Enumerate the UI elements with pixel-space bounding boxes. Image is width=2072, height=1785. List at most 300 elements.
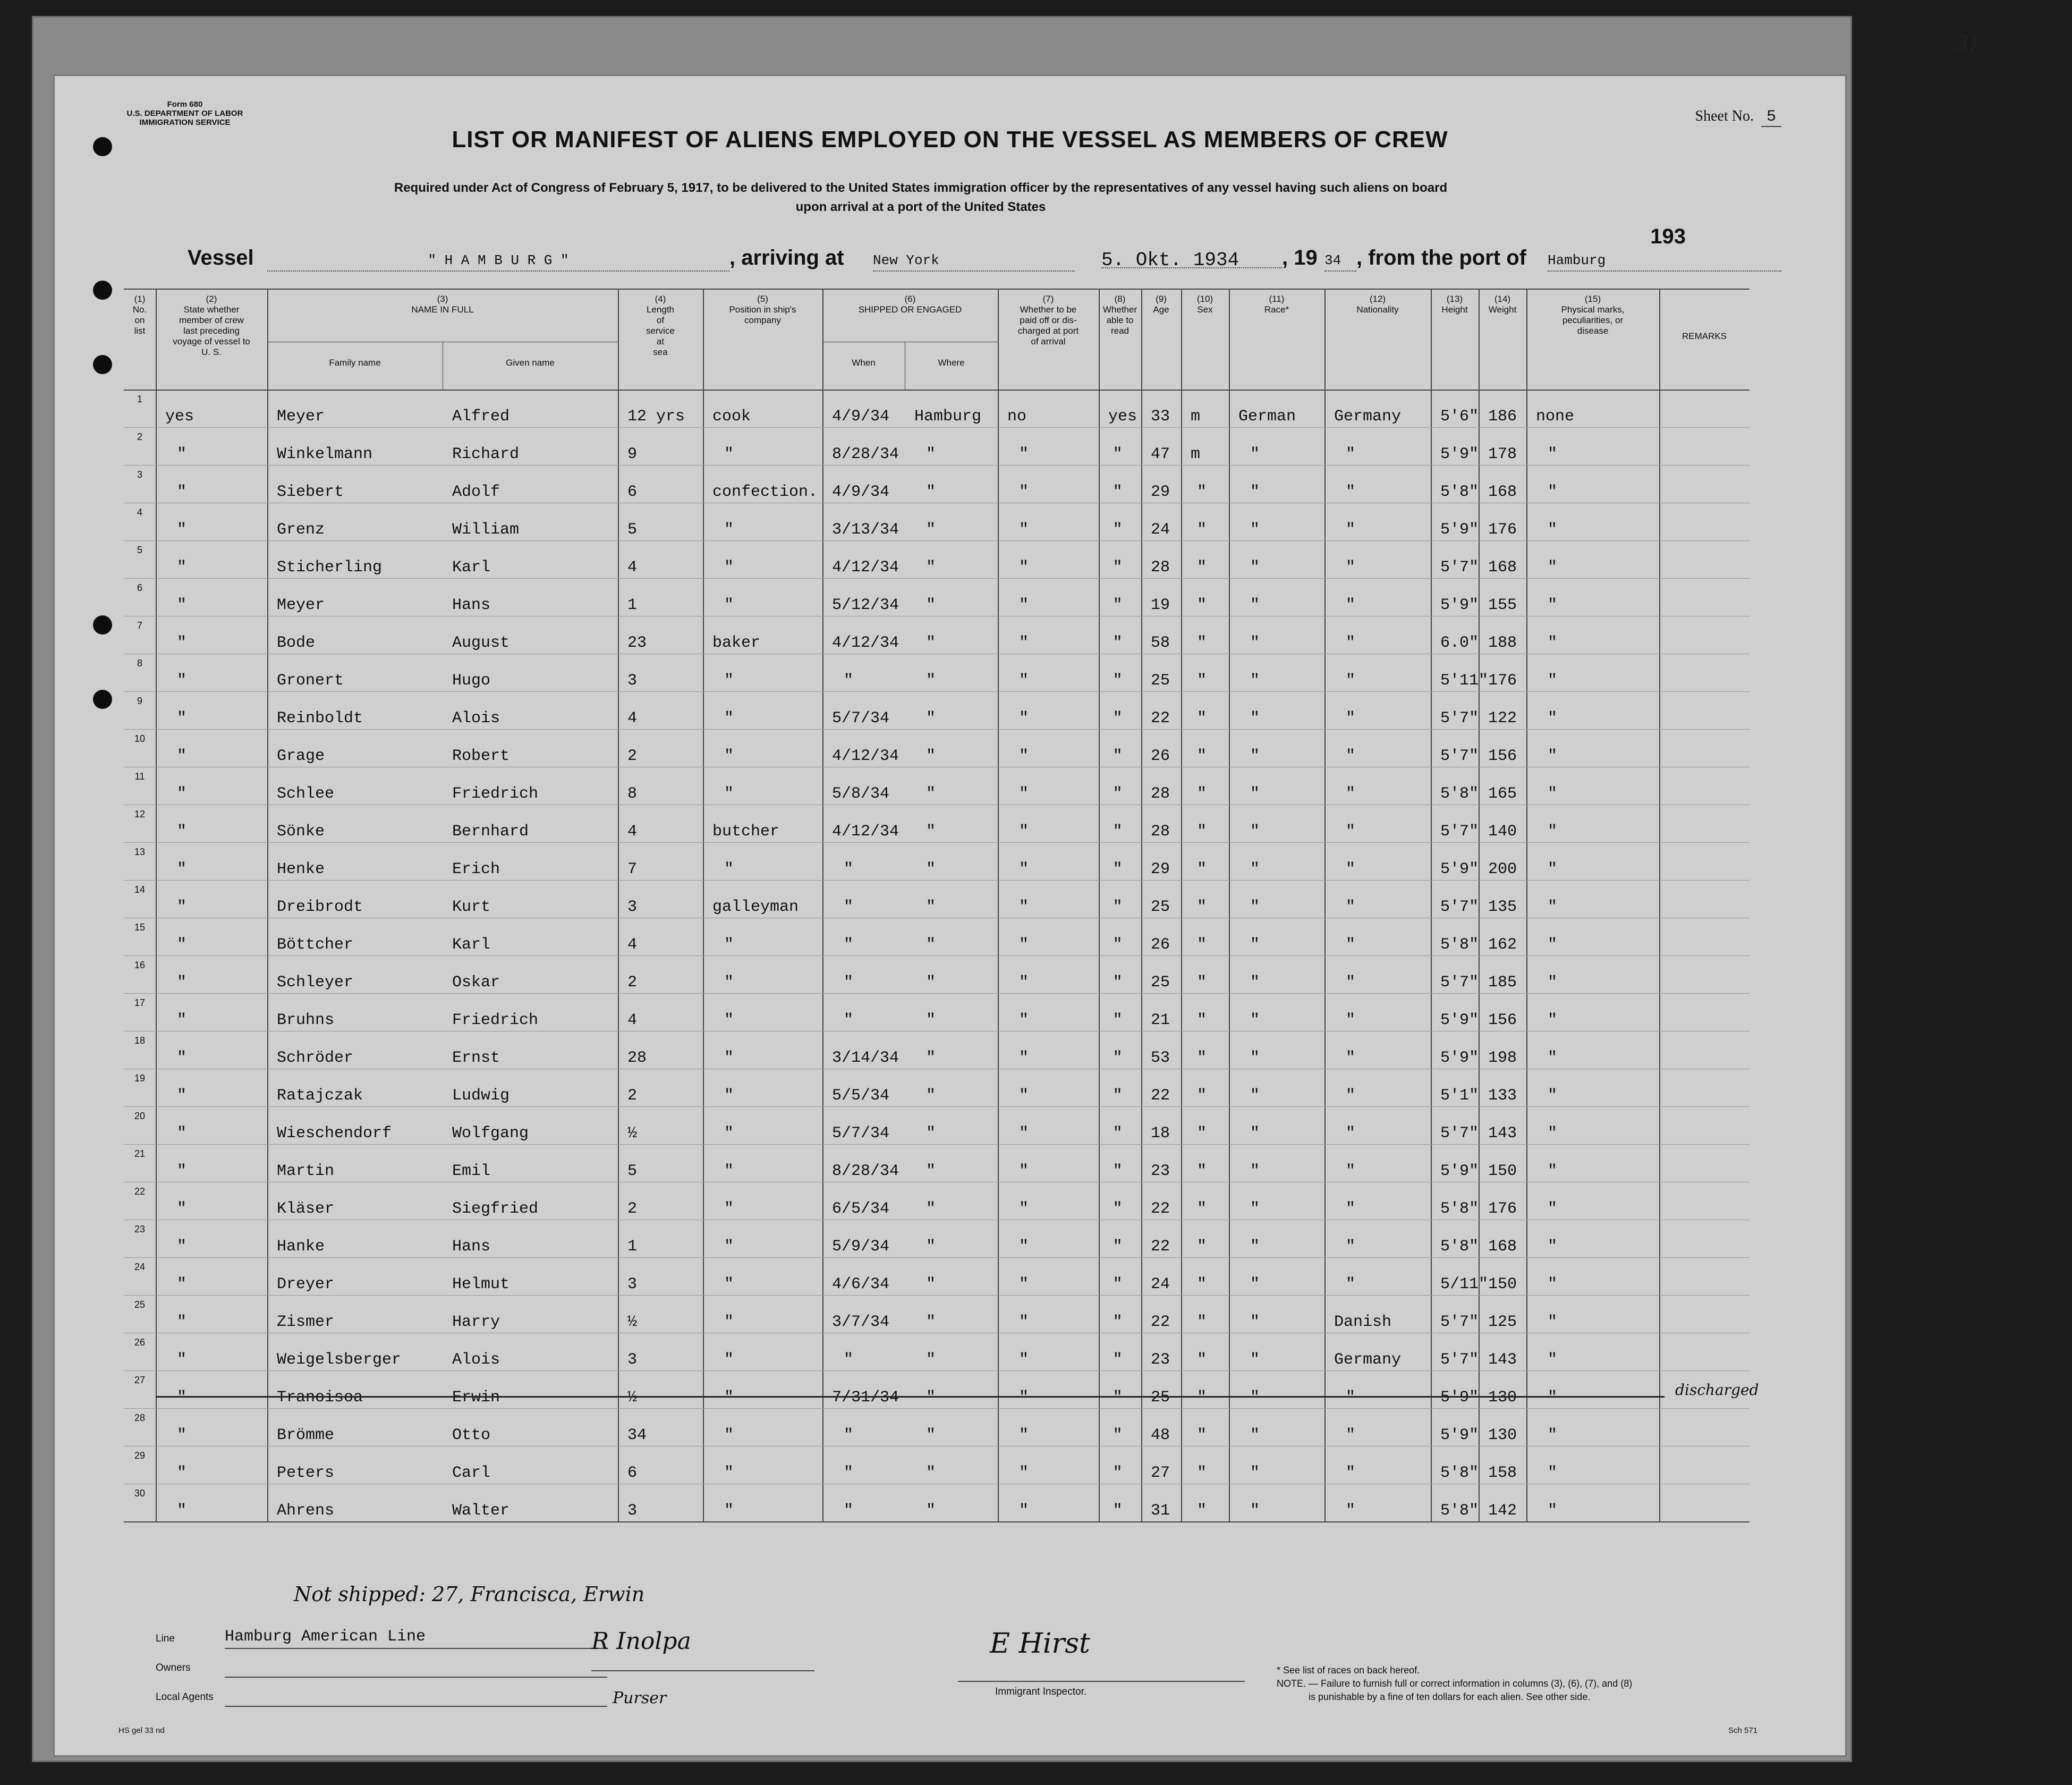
cell-marks: " <box>1548 1011 1558 1029</box>
cell-height: 5'9" <box>1440 445 1479 463</box>
cell-marks: " <box>1548 596 1558 614</box>
table-row <box>124 1031 1750 1069</box>
cell-when: " <box>844 1351 854 1369</box>
cell-prev: yes <box>165 408 194 426</box>
cell-race: " <box>1250 974 1260 992</box>
cell-nationality: " <box>1346 1087 1356 1105</box>
cell-family: Martin <box>277 1162 335 1180</box>
cell-prev: " <box>177 634 187 652</box>
cell-family: Weigelsberger <box>277 1351 402 1369</box>
cell-no: 8 <box>137 658 142 669</box>
cell-when: 5/7/34 <box>832 709 890 727</box>
cell-position: " <box>724 596 734 614</box>
cell-position: cook <box>712 408 751 426</box>
cell-nationality: " <box>1346 521 1356 539</box>
year-label: , 19 <box>1282 246 1318 269</box>
cell-family: Ahrens <box>277 1502 335 1520</box>
cell-marks: " <box>1548 898 1558 916</box>
cell-height: 5'8" <box>1440 1200 1479 1218</box>
cell-family: Kläser <box>277 1200 335 1218</box>
cell-paid: " <box>1019 1087 1029 1105</box>
cell-where: Hamburg <box>914 408 982 426</box>
inspector-signature: E Hirst <box>990 1628 1090 1660</box>
cell-where: " <box>926 785 936 803</box>
date-stamp: 5. Okt. 1934 <box>1101 249 1282 268</box>
cell-marks: " <box>1548 445 1558 463</box>
cell-age: 18 <box>1151 1124 1170 1143</box>
cell-height: 5'8" <box>1440 1238 1479 1256</box>
cell-age: 53 <box>1151 1049 1170 1067</box>
cell-nationality: " <box>1346 445 1356 463</box>
cell-nationality: " <box>1346 1502 1356 1520</box>
punch-hole <box>93 355 112 374</box>
cell-marks: " <box>1548 521 1558 539</box>
cell-paid: " <box>1019 1502 1029 1520</box>
department: U.S. DEPARTMENT OF LABOR <box>126 109 243 118</box>
cell-nationality: " <box>1346 1011 1356 1029</box>
cell-height: 5'7" <box>1440 1124 1479 1143</box>
cell-family: Schröder <box>277 1049 354 1067</box>
form-info <box>124 100 246 127</box>
cell-when: 3/14/34 <box>832 1049 899 1067</box>
cell-read: " <box>1113 1464 1123 1482</box>
cell-nationality: " <box>1346 1275 1356 1293</box>
cell-no: 23 <box>134 1224 146 1234</box>
cell-service: 34 <box>627 1426 647 1444</box>
cell-given: Karl <box>452 559 491 577</box>
cell-prev: " <box>177 1049 187 1067</box>
cell-read: " <box>1113 521 1123 539</box>
cell-height: 5'7" <box>1440 974 1479 992</box>
cell-read: " <box>1113 974 1123 992</box>
line-underline <box>225 1648 607 1649</box>
cell-position: " <box>724 974 734 992</box>
cell-service: 5 <box>627 521 638 539</box>
cell-prev: " <box>177 709 187 727</box>
column-header-col13: (13) Height <box>1441 294 1468 315</box>
cell-weight: 133 <box>1488 1087 1517 1105</box>
cell-given: Richard <box>452 445 520 463</box>
line-value: Hamburg American Line <box>225 1628 426 1646</box>
cell-where: " <box>926 1389 936 1407</box>
cell-family: Siebert <box>277 483 344 501</box>
cell-height: 5'7" <box>1440 823 1479 841</box>
cell-where: " <box>926 1426 936 1444</box>
cell-read: " <box>1113 785 1123 803</box>
column-header-col11: (11) Race* <box>1264 294 1289 315</box>
cell-height: 5/11" <box>1440 1275 1489 1293</box>
cell-where: " <box>926 1502 936 1520</box>
cell-position: " <box>724 747 734 765</box>
column-header-col6: (6) SHIPPED OR ENGAGED <box>858 294 962 315</box>
cell-where: " <box>926 521 936 539</box>
cell-nationality: " <box>1346 860 1356 878</box>
cell-when: 3/13/34 <box>832 521 899 539</box>
cell-service: 4 <box>627 823 638 841</box>
cell-service: 4 <box>627 709 638 727</box>
cell-prev: " <box>177 823 187 841</box>
cell-where: " <box>926 1351 936 1369</box>
cell-paid: " <box>1019 1011 1029 1029</box>
cell-sex: " <box>1197 1200 1207 1218</box>
cell-weight: 200 <box>1488 860 1517 878</box>
cell-age: 29 <box>1151 483 1170 501</box>
cell-sex: " <box>1197 483 1207 501</box>
table-row <box>124 1371 1759 1408</box>
column-header-col9: (9) Age <box>1153 294 1169 315</box>
cell-race: " <box>1250 445 1260 463</box>
cell-nationality: " <box>1346 823 1356 841</box>
cell-paid: " <box>1019 1351 1029 1369</box>
cell-prev: " <box>177 483 187 501</box>
cell-no: 7 <box>137 620 142 631</box>
cell-service: 3 <box>627 1351 638 1369</box>
cell-race: " <box>1250 785 1260 803</box>
cell-given: William <box>452 521 520 539</box>
arriving-label: , arriving at <box>729 246 844 269</box>
cell-age: 21 <box>1151 1011 1170 1029</box>
cell-given: Friedrich <box>452 1011 539 1029</box>
cell-height: 5'7" <box>1440 1313 1479 1331</box>
cell-prev: " <box>177 1313 187 1331</box>
cell-prev: " <box>177 1275 187 1293</box>
cell-race: " <box>1250 596 1260 614</box>
cell-nationality: " <box>1346 1389 1356 1407</box>
table-row <box>124 805 1750 842</box>
table-row <box>124 1257 1750 1295</box>
punch-hole <box>93 690 112 709</box>
column-header-col8: (8) Whether able to read <box>1102 294 1137 336</box>
service: IMMIGRATION SERVICE <box>139 118 231 127</box>
cell-marks: " <box>1548 709 1558 727</box>
cell-paid: " <box>1019 860 1029 878</box>
cell-family: Grenz <box>277 521 325 539</box>
cell-where: " <box>926 1124 936 1143</box>
cell-when: 4/12/34 <box>832 634 899 652</box>
cell-race: " <box>1250 1389 1260 1407</box>
cell-marks: " <box>1548 1389 1558 1407</box>
cell-read: " <box>1113 1200 1123 1218</box>
table-row <box>124 616 1750 654</box>
cell-marks: " <box>1548 1351 1558 1369</box>
cell-marks: " <box>1548 1124 1558 1143</box>
cell-prev: " <box>177 936 187 954</box>
cell-race: " <box>1250 1502 1260 1520</box>
cell-marks: " <box>1548 634 1558 652</box>
cell-prev: " <box>177 1426 187 1444</box>
cell-when: 5/5/34 <box>832 1087 890 1105</box>
cell-marks: " <box>1548 936 1558 954</box>
cell-read: " <box>1113 1049 1123 1067</box>
cell-age: 26 <box>1151 936 1170 954</box>
purser-line <box>591 1670 814 1671</box>
cell-given: Bernhard <box>452 823 529 841</box>
cell-age: 29 <box>1151 860 1170 878</box>
cell-prev: " <box>177 1238 187 1256</box>
table-row <box>124 1484 1750 1521</box>
cell-sex: " <box>1197 1162 1207 1180</box>
cell-given: Alois <box>452 709 500 727</box>
cell-prev: " <box>177 1124 187 1143</box>
table-row <box>124 578 1750 616</box>
cell-given: Adolf <box>452 483 500 501</box>
cell-paid: " <box>1019 974 1029 992</box>
sheet-value: 5 <box>1761 108 1781 127</box>
cell-family: Meyer <box>277 408 325 426</box>
cell-height: 5'7" <box>1440 898 1479 916</box>
cell-when: 8/28/34 <box>832 1162 899 1180</box>
cell-where: " <box>926 445 936 463</box>
cell-paid: " <box>1019 1200 1029 1218</box>
cell-position: " <box>724 1464 734 1482</box>
cell-paid: " <box>1019 596 1029 614</box>
form-number: Form 680 <box>167 100 203 109</box>
cell-weight: 142 <box>1488 1502 1517 1520</box>
cell-when: 6/5/34 <box>832 1200 890 1218</box>
cell-sex: " <box>1197 936 1207 954</box>
cell-family: Ratajczak <box>277 1087 363 1105</box>
cell-when: " <box>844 898 854 916</box>
cell-service: 9 <box>627 445 638 463</box>
stamp-number: 193 <box>1650 225 1686 248</box>
cell-when: " <box>844 1464 854 1482</box>
cell-where: " <box>926 1464 936 1482</box>
cell-read: " <box>1113 1162 1123 1180</box>
cell-position: " <box>724 1389 734 1407</box>
cell-family: Brömme <box>277 1426 335 1444</box>
cell-nationality: " <box>1346 1238 1356 1256</box>
cell-no: 19 <box>134 1073 146 1084</box>
cell-prev: " <box>177 1087 187 1105</box>
column-header-col3: (3) NAME IN FULL <box>411 294 474 315</box>
cell-when: 5/9/34 <box>832 1238 890 1256</box>
cell-age: 31 <box>1151 1502 1170 1520</box>
owners-underline <box>225 1677 607 1678</box>
cell-weight: 178 <box>1488 445 1517 463</box>
cell-race: " <box>1250 672 1260 690</box>
cell-given: Oskar <box>452 974 500 992</box>
cell-paid: " <box>1019 1162 1029 1180</box>
cell-where: " <box>926 709 936 727</box>
cell-given: Emil <box>452 1162 491 1180</box>
cell-nationality: " <box>1346 1200 1356 1218</box>
cell-family: Wieschendorf <box>277 1124 392 1143</box>
cell-read: " <box>1113 823 1123 841</box>
cell-position: " <box>724 1238 734 1256</box>
cell-position: " <box>724 1502 734 1520</box>
cell-service: 3 <box>627 1275 638 1293</box>
manifest-table <box>124 289 1759 1601</box>
cell-read: " <box>1113 1238 1123 1256</box>
cell-weight: 168 <box>1488 483 1517 501</box>
column-header-col6b: Where <box>938 358 965 368</box>
cell-family: Henke <box>277 860 325 878</box>
cell-no: 2 <box>137 432 142 442</box>
cell-height: 5'6" <box>1440 408 1479 426</box>
cell-weight: 143 <box>1488 1351 1517 1369</box>
cell-service: 4 <box>627 1011 638 1029</box>
cell-position: " <box>724 936 734 954</box>
cell-prev: " <box>177 785 187 803</box>
cell-when: 8/28/34 <box>832 445 899 463</box>
column-header-col14: (14) Weight <box>1488 294 1517 315</box>
cell-nationality: " <box>1346 747 1356 765</box>
cell-service: 28 <box>627 1049 647 1067</box>
subtitle-line-2: upon arrival at a port of the United States <box>795 200 1046 214</box>
cell-sex: " <box>1197 747 1207 765</box>
cell-race: " <box>1250 1238 1260 1256</box>
cell-no: 25 <box>134 1299 146 1310</box>
cell-given: Hans <box>452 596 491 614</box>
cell-service: 12 yrs <box>627 408 685 426</box>
cell-sex: " <box>1197 559 1207 577</box>
cell-service: 3 <box>627 1502 638 1520</box>
cell-nationality: Germany <box>1334 1351 1402 1369</box>
cell-paid: " <box>1019 709 1029 727</box>
cell-family: Reinboldt <box>277 709 363 727</box>
punch-hole <box>93 281 112 300</box>
cell-no: 11 <box>134 771 145 782</box>
cell-sex: " <box>1197 974 1207 992</box>
cell-when: " <box>844 1426 854 1444</box>
cell-sex: " <box>1197 1124 1207 1143</box>
cell-weight: 135 <box>1488 898 1517 916</box>
cell-service: 1 <box>627 1238 638 1256</box>
cell-position: " <box>724 1162 734 1180</box>
cell-where: " <box>926 634 936 652</box>
cell-read: " <box>1113 559 1123 577</box>
cell-weight: 156 <box>1488 1011 1517 1029</box>
cell-read: " <box>1113 936 1123 954</box>
cell-marks: " <box>1548 483 1558 501</box>
cell-when: 5/8/34 <box>832 785 890 803</box>
cell-age: 22 <box>1151 1087 1170 1105</box>
cell-service: 6 <box>627 483 638 501</box>
cell-paid: " <box>1019 1313 1029 1331</box>
cell-position: " <box>724 1049 734 1067</box>
cell-prev: " <box>177 559 187 577</box>
column-header-col7: (7) Whether to be paid off or dis- charged at port of arrival <box>1017 294 1079 346</box>
cell-when: 4/12/34 <box>832 747 899 765</box>
cell-marks: " <box>1548 1087 1558 1105</box>
cell-read: " <box>1113 1011 1123 1029</box>
cell-age: 24 <box>1151 1275 1170 1293</box>
cell-read: " <box>1113 860 1123 878</box>
cell-marks: " <box>1548 860 1558 878</box>
cell-when: 4/12/34 <box>832 823 899 841</box>
cell-when: " <box>844 1011 854 1029</box>
cell-age: 58 <box>1151 634 1170 652</box>
cell-marks: " <box>1548 1200 1558 1218</box>
cell-age: 47 <box>1151 445 1170 463</box>
cell-given: Carl <box>452 1464 491 1482</box>
cell-service: ½ <box>627 1313 638 1331</box>
cell-family: Sticherling <box>277 559 383 577</box>
cell-given: Helmut <box>452 1275 510 1293</box>
table-row <box>124 503 1750 540</box>
cell-race: " <box>1250 823 1260 841</box>
cell-no: 5 <box>137 545 142 555</box>
cell-read: " <box>1113 898 1123 916</box>
cell-no: 22 <box>134 1186 146 1197</box>
cell-sex: " <box>1197 898 1207 916</box>
cell-sex: " <box>1197 1275 1207 1293</box>
page-subtitle <box>257 179 1585 217</box>
cell-sex: " <box>1197 709 1207 727</box>
cell-position: " <box>724 1200 734 1218</box>
cell-marks: none <box>1536 408 1575 426</box>
cell-family: Zismer <box>277 1313 335 1331</box>
cell-weight: 168 <box>1488 1238 1517 1256</box>
cell-given: Walter <box>452 1502 510 1520</box>
cell-position: " <box>724 445 734 463</box>
cell-where: " <box>926 1275 936 1293</box>
cell-age: 22 <box>1151 1238 1170 1256</box>
cell-no: 28 <box>134 1412 146 1423</box>
cell-race: " <box>1250 1275 1260 1293</box>
cell-race: " <box>1250 1351 1260 1369</box>
penalty-note-2: is punishable by a fine of ten dollars for each alien. See other side. <box>1309 1691 1591 1702</box>
cell-sex: " <box>1197 1313 1207 1331</box>
cell-read: " <box>1113 1351 1123 1369</box>
cell-height: 6.0" <box>1440 634 1479 652</box>
cell-paid: " <box>1019 1275 1029 1293</box>
cell-no: 17 <box>134 997 146 1008</box>
cell-read: yes <box>1108 408 1137 426</box>
cell-race: " <box>1250 1464 1260 1482</box>
cell-paid: " <box>1019 785 1029 803</box>
cell-prev: " <box>177 860 187 878</box>
cell-position: confection. <box>712 483 818 501</box>
cell-when: 4/6/34 <box>832 1275 890 1293</box>
cell-height: 5'9" <box>1440 1162 1479 1180</box>
cell-race: " <box>1250 1426 1260 1444</box>
corner-mark: 3) <box>1955 32 1977 56</box>
cell-where: " <box>926 860 936 878</box>
cell-nationality: " <box>1346 709 1356 727</box>
cell-no: 9 <box>137 696 142 706</box>
cell-nationality: " <box>1346 1464 1356 1482</box>
cell-marks: " <box>1548 1426 1558 1444</box>
cell-position: " <box>724 860 734 878</box>
cell-where: " <box>926 1049 936 1067</box>
cell-weight: 176 <box>1488 672 1517 690</box>
cell-paid: " <box>1019 1464 1029 1482</box>
cell-no: 10 <box>134 733 146 744</box>
cell-age: 25 <box>1151 1389 1170 1407</box>
table-row <box>124 729 1750 767</box>
table-row <box>124 390 1750 427</box>
cell-position: " <box>724 1124 734 1143</box>
cell-weight: 165 <box>1488 785 1517 803</box>
cell-weight: 162 <box>1488 936 1517 954</box>
cell-race: " <box>1250 1049 1260 1067</box>
cell-service: 7 <box>627 860 638 878</box>
cell-given: Harry <box>452 1313 500 1331</box>
cell-given: Friedrich <box>452 785 539 803</box>
cell-given: Hans <box>452 1238 491 1256</box>
cell-height: 5'7" <box>1440 747 1479 765</box>
cell-weight: 158 <box>1488 1464 1517 1482</box>
cell-paid: " <box>1019 521 1029 539</box>
cell-no: 24 <box>134 1262 146 1272</box>
cell-nationality: " <box>1346 672 1356 690</box>
cell-age: 24 <box>1151 521 1170 539</box>
cell-paid: " <box>1019 936 1029 954</box>
cell-position: butcher <box>712 823 780 841</box>
cell-height: 5'9" <box>1440 596 1479 614</box>
cell-service: ½ <box>627 1389 638 1407</box>
